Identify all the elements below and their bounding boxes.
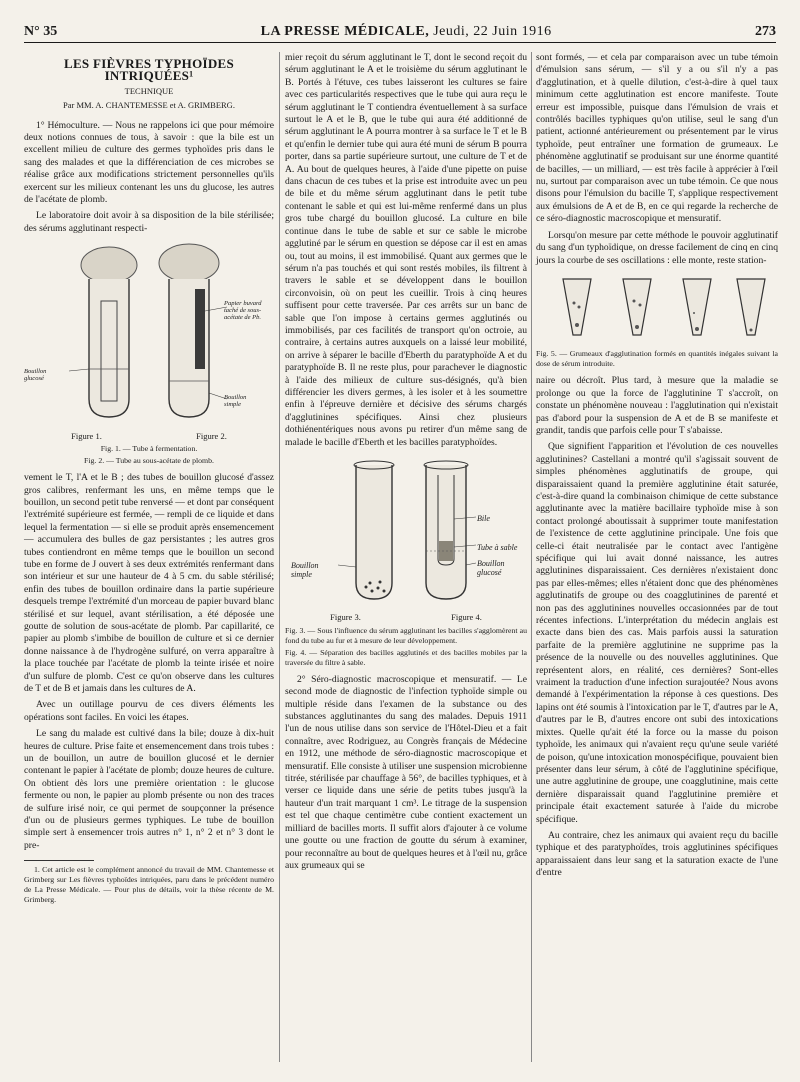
figure-1-2 [24, 241, 274, 466]
footnote-rule [24, 860, 94, 861]
paragraph: 2° Séro-diagnostic macroscopique et mensuratif. — Le second mode de diagnostic de l'infection typhoïde simple ou multiple réside dans l'examen de la substance ou des substances agglutinantes du sang des malades. Depuis 1911 l'un de nous utilise dans son service de l'Hôtel-Dieu et a fait connaître, avec Rodriguez, au Congrès français de Médecine en 1912, une méthode de séro-diagnostic macroscopique et mensuratif. Elle consiste à utiliser une suspension microbienne titrée, stérilisée par chauffage à 56°, de bacilles typhiques, et à verser ce liquide dans une série de petits tubes jusqu'à la hauteur d'un trait marquant 1 cm³. Le titrage de la suspension est tel que chaque centimètre cube contient exactement un milliard de bacilles morts. Il suffit alors d'ajouter à ce volume une goutte ou une fraction de goutte du sérum à examiner, pour reconnaître au bout de quelques heures et à l'œil nu, grâce aux grumeaux qui se [285, 673, 528, 871]
figure-5 [536, 273, 778, 369]
annotation-bouillon-simple: Bouillon simple [224, 393, 247, 408]
figure-caption: Fig. 1. — Tube à fermentation. [100, 444, 198, 454]
page-number: 273 [754, 24, 776, 39]
paragraph: Lorsqu'on mesure par cette méthode le pouvoir agglutinatif du sang d'un typhoïdique, on dresse facilement de cinq en cinq jours la courbe de ses oscillations : elle monte, reste station- [536, 229, 778, 266]
paragraph: naire ou décroît. Plus tard, à mesure que la maladie se prolonge ou que la force de l'agglutinine T s'accroît, on constate un phénomène nouveau : l'agglutination qui n'existait pas d'abord pour la suspension de A et de B se manifeste et grandit, tandis que parfois celle pour T s'abaisse. [536, 375, 778, 436]
figure-label: Figure 1. [71, 430, 102, 441]
figure-label: Figure 4. [451, 612, 482, 623]
figure-caption: Fig. 5. — Grumeaux d'agglutination formés en quantités inégales suivant la dose de sérum introduite. [536, 349, 778, 369]
figure-caption: Fig. 3. — Sous l'influence du sérum agglutinant les bacilles s'agglomèrent au fond du tube au fur et à mesure de leur développement. [285, 625, 527, 645]
paragraph: mier reçoit du sérum agglutinant le T, dont le second reçoit du sérum agglutinant le A et le troisième du sérum agglutinant le B. Portés à l'étuve, ces tubes laisseront les cultures se faire avec ces particularités respectives que le tube qui aura reçu le sérum agglutinant le T contiendra éventuellement à sa surface surtout le A et le B, que le tube qui aura été additionné de sérum agglutinant le A pourra montrer à sa surface le T et le B et qu'enfin le dernier tube qui aura été muni de sérum B pourra porter, dans sa partie supérieure surtout, une culture de T et de A. Au bout de quelques heures, à l'aide d'une pipette on puise dans chacun de ces tubes et la prise est introduite avec un peu de bile et du même sérum agglutinant dans le petit tube contenant le sable et qui est lui-même renfermé dans un plus gros tube chargé du bouillon glucosé. La culture en bile continue dans le tube de sable et sur ce sable le microbe agglutiné par le sérum en question se dépose car il est en amas ou, tout au moins, il est immobilisé. Quant aux germes que le sérum n'a pas touchés et qui sont restés mobiles, ils filtrent à travers le sable et se développent dans le bouillon circonvoisin, où on peut les cueillir. Trois à cinq heures suffisent pour cette traversée. Par ces arrêts sur un banc de sable que l'on impose à certains germes agglutinés ou immobilisés, par ces facilités de transport qu'on octroie, au contraire, à certains autres auxquels on a laissé leur mobilité, on arrive à séparer le bacille d'Eberth du paratyphoïde A et du paratyphoïde B. Il ne reste plus, pour parachever le diagnostic à l'aide des milieux de culture sus-désignés, qu'à bien différencier les divers germes, à les isoler et à les soumettre enfin à l'épreuve dernière et décisive des sérums chargés d'agglutinines spécifiques. Ainsi chez plusieurs dothiénentériques nous avons pu retirer d'un même sang de malade le bacille d'Eberth et les bacilles paratyphoïdes. [285, 52, 527, 448]
journal-title [261, 24, 552, 40]
agglutination-tubes-illustration [537, 273, 777, 343]
article-title: LES FIÈVRES TYPHOÏDES INTRIQUÉES¹ [63, 56, 235, 84]
issue-date: Jeudi, 22 Juin 1916 [433, 24, 552, 39]
column-1 [24, 52, 274, 905]
article-authors: Par MM. A. CHANTEMESSE et A. GRIMBERG. [63, 100, 235, 111]
annotation-papier-buvard: Papier buvard taché de sous-acétate de Pb. [224, 299, 262, 321]
figure-label: Figure 2. [196, 430, 227, 441]
annotation-bile: Bile [477, 514, 490, 524]
column-divider [531, 52, 532, 1062]
journal-name: LA PRESSE MÉDICALE, [260, 24, 430, 39]
paragraph: vement le T, l'A et le B ; des tubes de bouillon glucosé d'assez gros calibres, renfermant les uns, en même temps que le bouillon, un second petit tube renversé — et dont par conséquent l'extrémité supérieure est fermée, — rempli de ce liquide et dans lequel la fermentation — si elle se produit après ensemencement — accumulera des bulles de gaz persistantes ; les autres gros tubes contiendront en même temps que le bouillon un second tube en forme de J ouvert à ses deux extrémités renfermant dans son intérieur et sur une hauteur de 4 à 5 cm. du sable stérilisé; enfin des tubes de bouillon ordinaire dans la partie supérieure desquels trempe l'extrémité d'un morceau de papier buvard blanc stérilisé et sur lequel, avant stérilisation, a été déposée une goutte de solution de sous-acétate de plomb. Par capillarité, ce papier au plomb s'imbibe de bouillon de culture et si ce dernier donne naissance à de l'hydrogène sulfuré, on verra apparaître à la place touchée par l'acétate de plomb la teinte irisée et noire d'un sulfure de plomb. C'est ce qu'on observe dans les cultures de T et de B et jamais dans les cultures de A. [24, 472, 274, 694]
article-section: TECHNIQUE [124, 85, 174, 96]
paragraph: Que signifient l'apparition et l'évolution de ces nouvelles agglutinines? Castellani a montré qu'il s'agissait souvent de simples phénomènes agglutinatifs de groupe, qui disparaissaient quand la première agglutinine était saturée, c'est-à-dire quand la combinaison chimique de cette substance agglutinante avec la matière bacillaire typhoïde mise à son contact prolongé aboutissait à supprimer toute manifestation de l'existence de cette agglutinine principale. Une fois que celle-ci était neutralisée par le contact avec l'antigène spécifique qui lui avait donné naissance, les autres agglutinines disparaissaient. Ces dernières n'existaient donc pas par elles-mêmes; elles n'étaient donc que des phénomènes agglutinatifs de groupe ou des coagglutinines de parenté et non pas des agglutinines nouvelles occasionnées par de tout récentes infections. L'interprétation du médecin anglais est exacte dans bien des cas. Mais parfois aussi la saturation parfaite de la première agglutinine ne supprime pas la présence de la nouvelle ou des nouvelles agglutinines. Que représentent alors, en réalité, ces dernières? Sont-elles vraiment la traduction d'une infection surajoutée? Nous avons demandé à l'expérimentation la réponse à ces questions. Des lapins ont été soumis à l'intoxication par le T, d'autres par le A, d'autres par le B, d'autres encore ont subi des intoxications mixtes. Quelle qu'ait été la force ou la masse du poison typhoïde, les animaux qui n'avaient reçu qu'une seule variété de poison, qu'une intoxication monospécifique, pouvaient bien présenter dans leur sérum, à côté de l'agglutinine spécifique, une autre agglutinine de groupe, une coagglutinine, mais cette dernière disparaissait quand l'agglutinine première et principale était exactement saturée à l'aide du microbe spécifique. [536, 441, 778, 825]
annotation-bouillon-glucose: Bouillon glucosé [24, 367, 47, 382]
annotation-bouillon-glucose: Bouillon glucosé [477, 559, 505, 578]
annotation-bouillon-simple: Bouillon simple [291, 561, 319, 580]
paragraph: sont formés, — et cela par comparaison avec un tube témoin d'émulsion sans sérum, — s'il y a ou s'il n'y a pas d'agglutination, et à quelle dilution, c'est-à-dire à quel taux minimum cette agglutination est encore manifeste. Toute erreur est impossible, puisque dans l'émulsion de vrais et contrôlés bacilles typhiques qu'on utilise, seul le sang d'un patient, actionné antérieurement ou présentement par le virus typhoïde, peut entraîner une formation de grumeaux. Le phénomène agglutinatif se produisant sur une énorme quantité de bacilles, — un milliard, — est très facile à apprécier à l'œil nu, surtout par comparaison avec un tube témoin. Ce que nous disons pour l'émulsion du bacille T, s'applique respectivement aux émulsions de A et de B, en ce qui regarde la recherche de ce séro-diagnostic macroscopique et mensuratif. [536, 52, 778, 225]
figure-caption: Fig. 2. — Tube au sous-acétate de plomb. [84, 456, 214, 466]
column-divider [279, 52, 280, 1062]
figure-labels [24, 430, 274, 442]
column-2 [285, 52, 527, 876]
paragraph: Le sang du malade est cultivé dans la bile; douze à dix-huit heures de culture. Prise faite et ensemencement dans trois tubes : un de bouillon, un autre de bouillon glucosé et le dernier contenant le papier à l'acétate de plomb; douze heures de culture. On obtient dès lors une première orientation : le glucose fermente ou non, le papier au plomb présente ou non des traces de sulfure irisé noir, ce qui permet de soupçonner la présence d'un ou de plusieurs germes typhiques. Le tube de bouillon simple sert à ensemencer trois autres n° 1, n° 2 et n° 3 dont le pre- [24, 728, 274, 851]
figure-labels [285, 611, 527, 623]
annotation-tube-a-sable: Tube à sable [477, 543, 518, 553]
column-3 [536, 52, 778, 884]
issue-number: N° 35 [24, 24, 58, 39]
page-header [24, 22, 776, 43]
figure-caption: Fig. 4. — Séparation des bacilles agglutinés et des bacilles mobiles par la traversée du filtre à sable. [285, 647, 527, 667]
paragraph: Au contraire, chez les animaux qui avaient reçu du bacille typhique et des paratyphoïdes, trois agglutinines spécifiques apparaissaient dans leur sang et la saturation exacte de l'une d'entre [536, 829, 778, 879]
figure-label: Figure 3. [330, 612, 361, 623]
figure-3-4 [285, 455, 527, 668]
paragraph: Avec un outillage pourvu de ces divers éléments les opérations sont faciles. En voici les étapes. [24, 699, 274, 723]
paragraph: Le laboratoire doit avoir à sa disposition de la bile stérilisée; des sérums agglutinant respecti- [24, 210, 274, 234]
sand-filter-tubes-illustration [286, 455, 526, 605]
footnote: 1. Cet article est le complément annoncé du travail de MM. Chantemesse et Grimberg sur Les fièvres typhoïdes intriquées, paru dans le précédent numéro de La Presse Médicale. — Pour plus de détails, voir la thèse récente de M. Grimberg. [24, 865, 274, 905]
paragraph: 1° Hémoculture. — Nous ne rappelons ici que pour mémoire deux notions connues de tous, à savoir : que la bile est un excellent milieu de culture des germes typhoïdes pris dans le sang des malades et que la différenciation de ces microbes se réalise grâce aux modifications strictement personnelles qu'ils exercent sur les milieux contenant les uns du glucose, les autres de l'acétate de plomb. [24, 119, 274, 206]
